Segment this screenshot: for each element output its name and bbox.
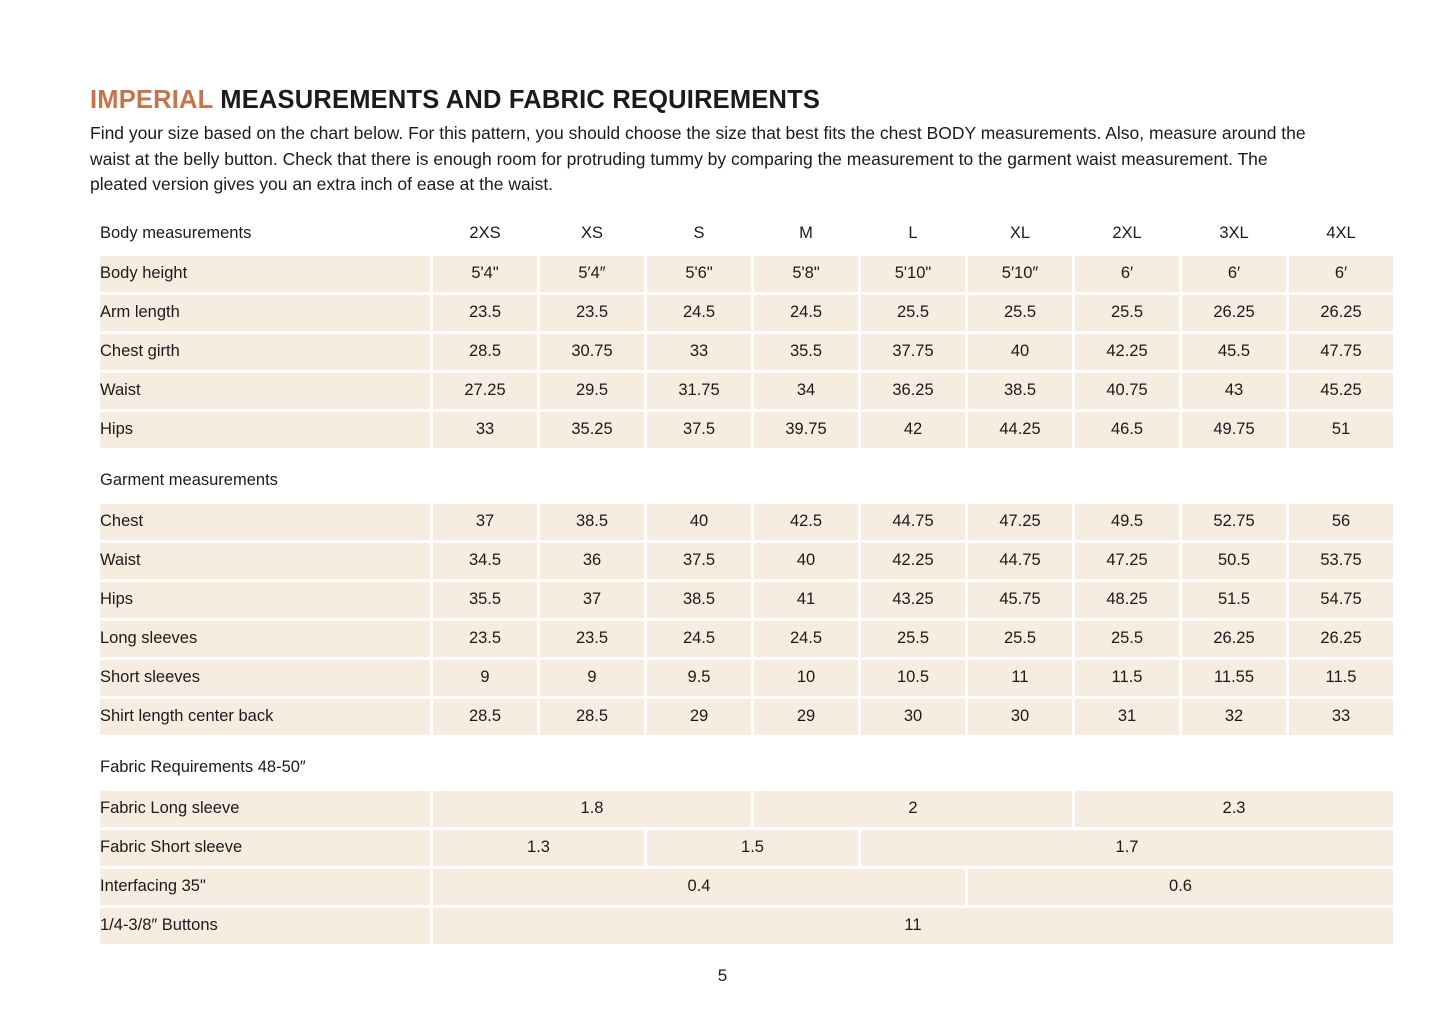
row-value: 42.25 xyxy=(861,543,965,579)
row-label: 1/4-3/8″ Buttons xyxy=(100,908,430,944)
row-value: 47.25 xyxy=(968,504,1072,540)
row-value: 9 xyxy=(540,660,644,696)
row-value: 35.5 xyxy=(754,334,858,370)
table-row xyxy=(100,869,1393,905)
row-value: 35.25 xyxy=(540,412,644,448)
size-header-xs: XS xyxy=(580,224,603,243)
row-value: 31.75 xyxy=(647,373,751,409)
page-title-rest: MEASUREMENTS AND FABRIC REQUIREMENTS xyxy=(220,86,821,114)
row-value: 45.75 xyxy=(968,582,1072,618)
table-row xyxy=(100,748,1393,788)
table-row xyxy=(100,830,1393,866)
size-header-2xs: 2XS xyxy=(469,224,501,243)
row-value: 47.25 xyxy=(1075,543,1179,579)
row-value: 44.25 xyxy=(968,412,1072,448)
row-value: 5'4" xyxy=(433,256,537,292)
table-row xyxy=(100,543,1393,579)
row-value-group: 11 xyxy=(433,908,1393,944)
row-value: 37 xyxy=(540,582,644,618)
row-value: 44.75 xyxy=(861,504,965,540)
table-row xyxy=(100,334,1393,370)
table-row xyxy=(100,451,1393,458)
table-row xyxy=(100,660,1393,696)
row-value: 26.25 xyxy=(1289,295,1393,331)
row-value: 25.5 xyxy=(968,295,1072,331)
row-value: 32 xyxy=(1182,699,1286,735)
row-value: 50.5 xyxy=(1182,543,1286,579)
row-value: 26.25 xyxy=(1289,621,1393,657)
row-label: Fabric Short sleeve xyxy=(100,830,430,866)
row-label: Arm length xyxy=(100,295,430,331)
row-value: 45.5 xyxy=(1182,334,1286,370)
row-label: Fabric Long sleeve xyxy=(100,791,430,827)
row-value: 25.5 xyxy=(968,621,1072,657)
row-value-group: 0.4 xyxy=(433,869,965,905)
row-value: 40.75 xyxy=(1075,373,1179,409)
row-value: 37.5 xyxy=(647,412,751,448)
row-value: 31 xyxy=(1075,699,1179,735)
row-value: 36.25 xyxy=(861,373,965,409)
size-header-xl: XL xyxy=(1009,224,1031,243)
row-value: 23.5 xyxy=(433,295,537,331)
row-label: Waist xyxy=(100,373,430,409)
table-row xyxy=(100,504,1393,540)
row-value-group: 2 xyxy=(754,791,1072,827)
row-spacer xyxy=(100,451,1393,458)
row-value: 5′4″ xyxy=(540,256,644,292)
row-value: 25.5 xyxy=(1075,621,1179,657)
body-measurements-header: Body measurements xyxy=(100,224,252,243)
page-number: 5 xyxy=(717,966,728,985)
row-value: 35.5 xyxy=(433,582,537,618)
garment-measurements-header: Garment measurements xyxy=(100,471,278,490)
row-value: 34 xyxy=(754,373,858,409)
row-value: 30.75 xyxy=(540,334,644,370)
row-value: 9.5 xyxy=(647,660,751,696)
size-header-2xl: 2XL xyxy=(1112,224,1142,243)
row-value: 52.75 xyxy=(1182,504,1286,540)
size-header-l: L xyxy=(908,224,918,243)
row-value: 33 xyxy=(647,334,751,370)
row-value: 29 xyxy=(754,699,858,735)
row-label: Long sleeves xyxy=(100,621,430,657)
row-value: 25.5 xyxy=(861,295,965,331)
row-value: 36 xyxy=(540,543,644,579)
row-value: 43 xyxy=(1182,373,1286,409)
row-value-group: 1.5 xyxy=(647,830,858,866)
row-value: 45.25 xyxy=(1289,373,1393,409)
row-label: Hips xyxy=(100,412,430,448)
row-value: 53.75 xyxy=(1289,543,1393,579)
measurements-table xyxy=(97,212,1396,947)
row-value: 38.5 xyxy=(968,373,1072,409)
row-value: 29 xyxy=(647,699,751,735)
table-row xyxy=(100,699,1393,735)
size-header-3xl: 3XL xyxy=(1219,224,1249,243)
row-value: 5′10″ xyxy=(968,256,1072,292)
row-value: 28.5 xyxy=(540,699,644,735)
table-row xyxy=(100,373,1393,409)
row-value: 9 xyxy=(433,660,537,696)
row-value: 40 xyxy=(754,543,858,579)
row-value: 49.5 xyxy=(1075,504,1179,540)
intro-paragraph: Find your size based on the chart below. For this pattern, you should choose the size that best fits the chest BODY measurements. Also, measure around the waist at the belly button. Check that there is enough room for protruding tummy by comparing the measurement to the garment waist measurement. The pleated version gives you an extra inch of ease at the waist. xyxy=(90,123,1306,195)
row-spacer xyxy=(100,738,1393,745)
row-value-group: 1.3 xyxy=(433,830,644,866)
row-value: 38.5 xyxy=(540,504,644,540)
table-row xyxy=(100,295,1393,331)
row-value: 56 xyxy=(1289,504,1393,540)
row-value: 24.5 xyxy=(754,621,858,657)
row-value: 44.75 xyxy=(968,543,1072,579)
row-label: Chest xyxy=(100,504,430,540)
row-value-group: 1.8 xyxy=(433,791,751,827)
row-value: 42.5 xyxy=(754,504,858,540)
row-value: 6′ xyxy=(1289,256,1393,292)
table-row xyxy=(100,621,1393,657)
row-value: 23.5 xyxy=(540,295,644,331)
row-value: 34.5 xyxy=(433,543,537,579)
row-value: 23.5 xyxy=(433,621,537,657)
row-value-group: 1.7 xyxy=(861,830,1393,866)
row-value: 5'6" xyxy=(647,256,751,292)
row-value: 47.75 xyxy=(1289,334,1393,370)
row-label: Waist xyxy=(100,543,430,579)
row-value: 30 xyxy=(861,699,965,735)
size-header-s: S xyxy=(693,224,705,243)
table-row xyxy=(100,256,1393,292)
row-value: 26.25 xyxy=(1182,621,1286,657)
row-value: 41 xyxy=(754,582,858,618)
row-label: Chest girth xyxy=(100,334,430,370)
row-value: 6′ xyxy=(1075,256,1179,292)
row-value: 5'8" xyxy=(754,256,858,292)
row-value: 29.5 xyxy=(540,373,644,409)
row-value: 51.5 xyxy=(1182,582,1286,618)
row-value: 24.5 xyxy=(647,621,751,657)
page-title-accent: IMPERIAL xyxy=(90,86,213,114)
table-row xyxy=(100,908,1393,944)
size-header-4xl: 4XL xyxy=(1326,224,1356,243)
row-value: 33 xyxy=(1289,699,1393,735)
row-value: 48.25 xyxy=(1075,582,1179,618)
row-value: 43.25 xyxy=(861,582,965,618)
table-row xyxy=(100,791,1393,827)
row-value: 51 xyxy=(1289,412,1393,448)
row-value: 11 xyxy=(968,660,1072,696)
table-row xyxy=(100,738,1393,745)
row-value: 25.5 xyxy=(861,621,965,657)
row-value: 24.5 xyxy=(754,295,858,331)
row-value: 37 xyxy=(433,504,537,540)
row-value: 28.5 xyxy=(433,334,537,370)
row-value: 37.5 xyxy=(647,543,751,579)
size-header-m: M xyxy=(799,224,813,243)
row-value: 10.5 xyxy=(861,660,965,696)
row-value: 10 xyxy=(754,660,858,696)
row-value: 38.5 xyxy=(647,582,751,618)
row-value: 40 xyxy=(968,334,1072,370)
row-value: 46.5 xyxy=(1075,412,1179,448)
row-value: 5'10" xyxy=(861,256,965,292)
row-value: 11.5 xyxy=(1075,660,1179,696)
page-content xyxy=(90,86,1362,947)
row-value-group: 0.6 xyxy=(968,869,1393,905)
table-row xyxy=(100,461,1393,501)
row-value: 37.75 xyxy=(861,334,965,370)
row-value: 30 xyxy=(968,699,1072,735)
row-label: Shirt length center back xyxy=(100,699,430,735)
row-label: Short sleeves xyxy=(100,660,430,696)
row-value: 54.75 xyxy=(1289,582,1393,618)
row-value: 11.5 xyxy=(1289,660,1393,696)
row-label: Body height xyxy=(100,256,430,292)
row-value: 42 xyxy=(861,412,965,448)
page-title xyxy=(90,86,1355,115)
row-value: 24.5 xyxy=(647,295,751,331)
row-value-group: 2.3 xyxy=(1075,791,1393,827)
row-value: 49.75 xyxy=(1182,412,1286,448)
row-value: 23.5 xyxy=(540,621,644,657)
row-value: 28.5 xyxy=(433,699,537,735)
table-row xyxy=(100,215,1393,253)
table-row xyxy=(100,412,1393,448)
fabric-requirements-header: Fabric Requirements 48-50″ xyxy=(100,758,306,777)
row-value: 25.5 xyxy=(1075,295,1179,331)
row-value: 40 xyxy=(647,504,751,540)
row-value: 11.55 xyxy=(1182,660,1286,696)
row-value: 27.25 xyxy=(433,373,537,409)
row-value: 33 xyxy=(433,412,537,448)
row-value: 26.25 xyxy=(1182,295,1286,331)
row-label: Interfacing 35" xyxy=(100,869,430,905)
row-value: 6′ xyxy=(1182,256,1286,292)
row-label: Hips xyxy=(100,582,430,618)
table-row xyxy=(100,582,1393,618)
row-value: 39.75 xyxy=(754,412,858,448)
row-value: 42.25 xyxy=(1075,334,1179,370)
